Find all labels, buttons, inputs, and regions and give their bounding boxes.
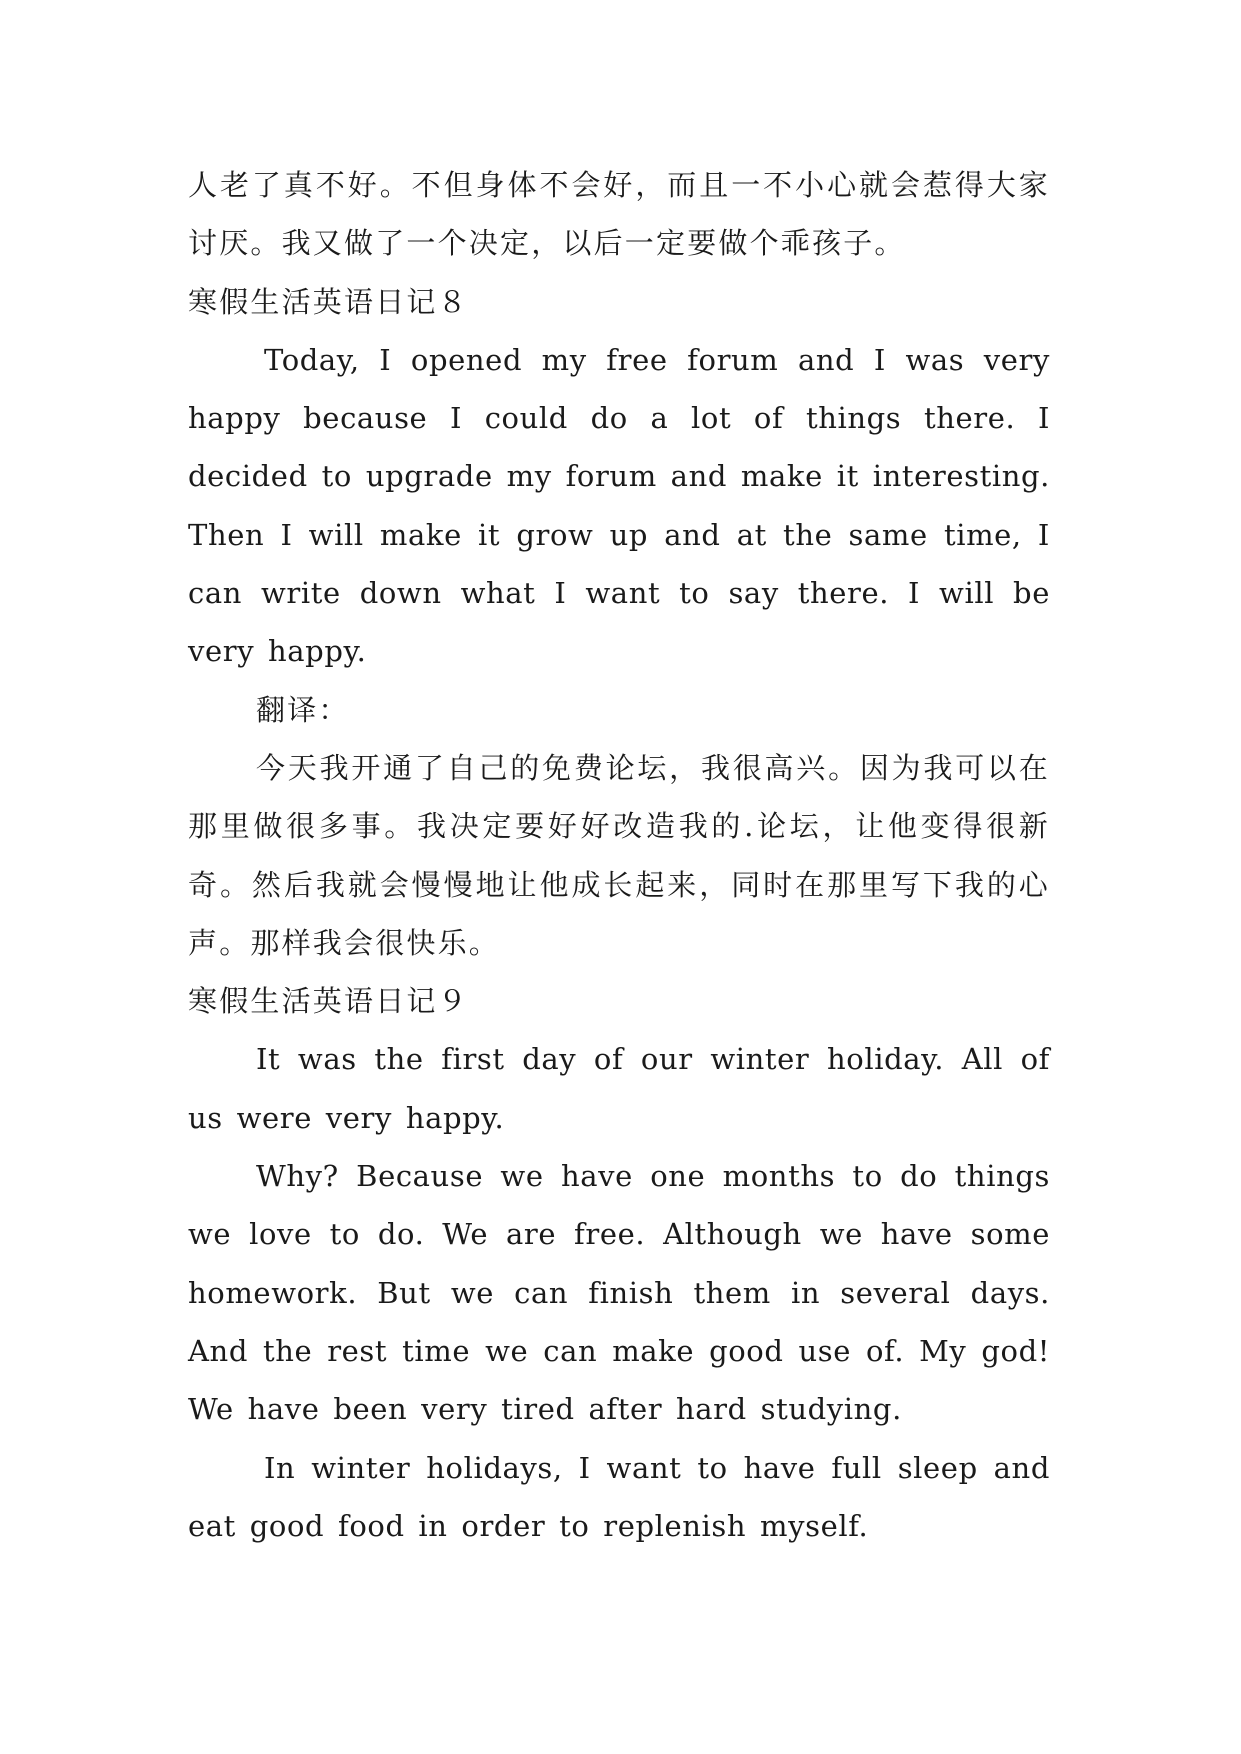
paragraph-forum-english: Today, I opened my free forum and I was very happy because I could do a lot of things there. I decided to upgrade my forum and make it interesting. Then I will make it grow up and at the same time, I can write down what I want to say there. I will be very happy. <box>188 342 1050 669</box>
label-translation: 翻译： <box>256 692 350 727</box>
heading-diary-8: 寒假生活英语日记８ <box>188 284 469 319</box>
paragraph-why-free: Why? Because we have one months to do things we love to do. We are free. Although we have some homework. But we can finish them in several days. And the rest time we can make good use of. My god! We have been very tired after hard studying. <box>188 1159 1050 1427</box>
document-body <box>188 156 1050 1555</box>
heading-diary-9: 寒假生活英语日记９ <box>188 984 469 1019</box>
paragraph-winter-plans: In winter holidays, I want to have full sleep and eat good food in order to replenish myself. <box>188 1450 1050 1543</box>
paragraph-old-age: 人老了真不好。不但身体不会好，而且一不小心就会惹得大家讨厌。我又做了一个决定，以后一定要做个乖孩子。 <box>188 168 1050 261</box>
paragraph-first-day: It was the first day of our winter holiday. All of us were very happy. <box>188 1042 1050 1135</box>
paragraph-forum-chinese: 今天我开通了自己的免费论坛，我很高兴。因为我可以在那里做很多事。我决定要好好改造我的.论坛，让他变得很新奇。然后我就会慢慢地让他成长起来，同时在那里写下我的心声。那样我会很快乐。 <box>188 750 1050 960</box>
